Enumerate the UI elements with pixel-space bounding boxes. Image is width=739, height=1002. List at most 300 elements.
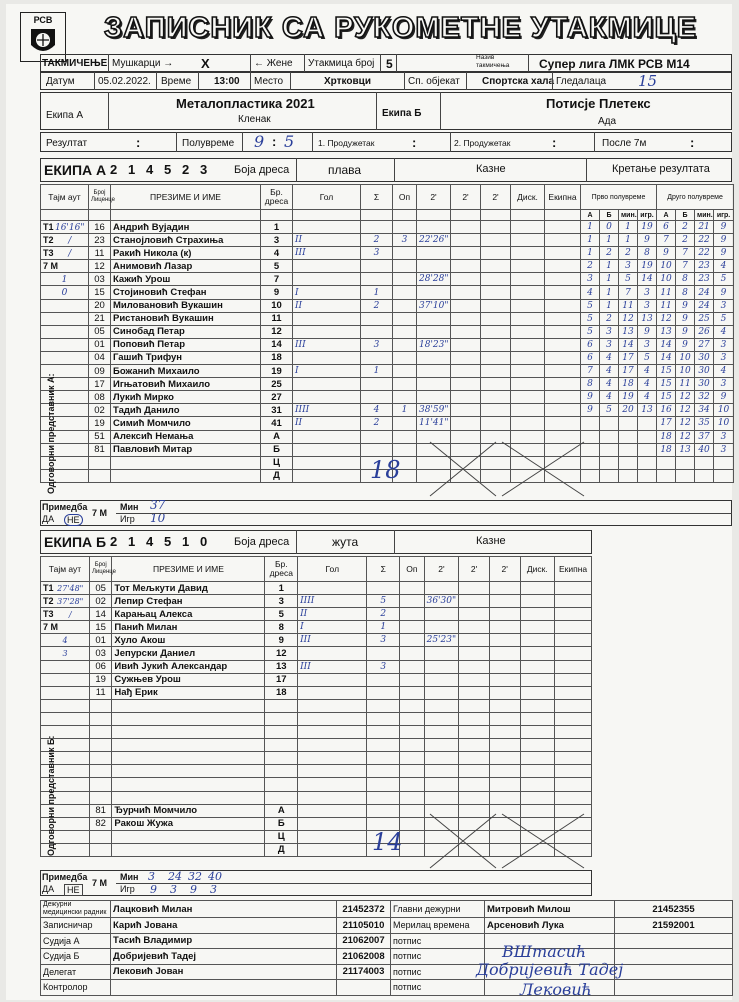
col-pen2: 2' — [451, 185, 481, 210]
player-warning — [393, 260, 417, 273]
player-penalty-1 — [417, 325, 451, 338]
player-penalty-3 — [481, 365, 511, 378]
score-movement-cell: 3 — [638, 299, 657, 312]
player-goals — [298, 817, 367, 830]
venue: Спортска хала — [482, 76, 555, 87]
table-row — [41, 726, 592, 739]
timeout-cell — [41, 234, 89, 247]
page-title: ЗАПИСНИК СА РУКОМЕТНЕ УТАКМИЦЕ — [104, 12, 698, 44]
team-b-cross-1 — [428, 812, 498, 870]
player-penalty-2 — [451, 351, 481, 364]
note-no[interactable]: НЕ — [64, 514, 83, 526]
player-goals — [293, 378, 361, 391]
staff-role: Судија Б — [41, 949, 111, 965]
player-name — [111, 469, 261, 482]
score-movement-cell: 3 — [714, 299, 734, 312]
col-sum: Σ — [361, 185, 393, 210]
player-jersey-no — [265, 726, 298, 739]
table-row — [41, 634, 592, 647]
player-jersey-no — [265, 712, 298, 725]
igr-val: 10 — [150, 511, 166, 525]
timeout-label: T1 — [43, 221, 54, 232]
score-movement-cell: 3 — [600, 325, 619, 338]
player-goals: I — [293, 365, 361, 378]
player-penalty-3 — [489, 634, 520, 647]
movement-subheader-cell: А — [657, 210, 676, 221]
score-movement-cell — [600, 417, 619, 430]
player-goals — [298, 752, 367, 765]
player-penalty-1: 28'28" — [417, 273, 451, 286]
player-license: 11 — [89, 686, 111, 699]
score-movement-cell: 34 — [695, 404, 714, 417]
after7-sep: : — [690, 135, 695, 150]
timeout-cell — [41, 686, 90, 699]
player-penalty-3 — [489, 621, 520, 634]
player-penalty-1 — [424, 712, 459, 725]
team-a-city: Кленак — [238, 114, 271, 125]
timeout-label: 7 M — [43, 622, 59, 633]
team-a-cross-2 — [500, 440, 586, 498]
player-penalty-2 — [459, 778, 490, 791]
player-jersey-no: А — [265, 804, 298, 817]
player-exclusion — [555, 608, 592, 621]
time-label: Време — [161, 76, 192, 87]
score-movement-cell: 8 — [676, 273, 695, 286]
col-timeout: Тајм аут — [41, 185, 89, 210]
player-license: 14 — [89, 608, 111, 621]
staff-license: 21062007 — [337, 933, 391, 949]
score-movement-cell: 4 — [714, 365, 734, 378]
player-goal-sum — [361, 391, 393, 404]
player-exclusion — [555, 726, 592, 739]
staff-name: Добријевић Тадеј — [111, 949, 337, 965]
player-jersey-no: 12 — [261, 325, 293, 338]
col-jersey-no: Бр. дреса — [261, 185, 293, 210]
player-penalty-3 — [489, 765, 520, 778]
player-goals — [298, 791, 367, 804]
staff-name: Лековић Јован — [111, 964, 337, 980]
score-movement-cell: 2 — [600, 312, 619, 325]
player-goal-sum — [361, 260, 393, 273]
col-pen1: 2' — [417, 185, 451, 210]
score-movement-cell — [600, 456, 619, 469]
player-license: 06 — [89, 660, 111, 673]
score-movement-cell: 9 — [714, 247, 734, 260]
player-penalty-2 — [459, 712, 490, 725]
player-warning — [400, 660, 424, 673]
score-movement-cell: 23 — [695, 273, 714, 286]
player-goal-sum — [367, 582, 400, 595]
timeout-cell — [41, 582, 90, 595]
player-license — [89, 739, 111, 752]
player-disqualification — [520, 726, 555, 739]
staff-license — [337, 980, 391, 996]
player-jersey-no: 8 — [265, 621, 298, 634]
venue-label: Сп. објекат — [408, 76, 460, 87]
staff-name: Карић Јована — [111, 918, 337, 934]
col-jersey-no: Бр. дреса — [265, 557, 298, 582]
player-license — [89, 830, 111, 843]
player-jersey-no: Д — [261, 469, 293, 482]
igr-label-b: Игр — [120, 884, 135, 894]
score-movement-cell — [657, 456, 676, 469]
player-disqualification — [511, 234, 545, 247]
player-goals — [293, 430, 361, 443]
player-penalty-1: 22'26" — [417, 234, 451, 247]
player-penalty-1 — [424, 791, 459, 804]
player-goals: III — [298, 660, 367, 673]
player-disqualification — [520, 660, 555, 673]
player-goals — [298, 686, 367, 699]
score-movement-cell: 21 — [695, 221, 714, 234]
score-movement-cell: 37 — [695, 430, 714, 443]
score-movement-cell: 1 — [581, 221, 600, 234]
blank-cell — [451, 210, 481, 221]
player-penalty-3 — [489, 595, 520, 608]
col-excl: Екипна — [555, 557, 592, 582]
score-movement-cell: 14 — [638, 273, 657, 286]
player-name — [112, 739, 265, 752]
player-goals — [298, 804, 367, 817]
player-license: 82 — [89, 817, 111, 830]
player-license: 11 — [89, 247, 111, 260]
table-row — [41, 351, 734, 364]
score-movement-cell: 6 — [581, 338, 600, 351]
player-exclusion — [545, 325, 581, 338]
player-jersey-no: Д — [265, 843, 298, 856]
player-name: Лепир Стефан — [112, 595, 265, 608]
player-warning: 3 — [393, 234, 417, 247]
player-goal-sum: 3 — [361, 338, 393, 351]
player-jersey-no: 4 — [261, 247, 293, 260]
player-license — [89, 752, 111, 765]
score-movement-cell: 12 — [657, 312, 676, 325]
player-exclusion — [545, 351, 581, 364]
score-movement-cell: 30 — [695, 351, 714, 364]
player-goals — [298, 673, 367, 686]
score-movement-cell: 15 — [657, 378, 676, 391]
score-movement-cell: 27 — [695, 338, 714, 351]
player-jersey-no: 12 — [265, 647, 298, 660]
player-warning — [393, 378, 417, 391]
player-exclusion — [555, 660, 592, 673]
player-license: 51 — [89, 430, 111, 443]
player-name: Панић Милан — [112, 621, 265, 634]
player-penalty-1 — [424, 621, 459, 634]
player-warning — [400, 830, 424, 843]
player-penalty-1 — [424, 582, 459, 595]
player-license — [89, 726, 111, 739]
player-warning — [400, 582, 424, 595]
timeout-cell — [41, 634, 90, 647]
table-row — [41, 608, 592, 621]
table-row — [41, 791, 592, 804]
player-penalty-1 — [417, 351, 451, 364]
player-license: 15 — [89, 286, 111, 299]
player-disqualification — [511, 247, 545, 260]
player-name: Алексић Немања — [111, 430, 261, 443]
team-code-digit: 4 — [146, 534, 154, 549]
score-movement-cell: 4 — [600, 391, 619, 404]
player-warning — [393, 286, 417, 299]
team-code-digit: 2 — [182, 162, 190, 177]
match-no-label: Утакмица број — [308, 58, 375, 69]
player-penalty-2 — [459, 660, 490, 673]
player-exclusion — [545, 312, 581, 325]
score-movement-cell: 9 — [714, 391, 734, 404]
player-jersey-no: 25 — [261, 378, 293, 391]
team-code-digit: 1 — [182, 534, 190, 549]
score-movement-cell — [638, 456, 657, 469]
player-penalty-3 — [481, 404, 511, 417]
player-goal-sum — [367, 686, 400, 699]
player-disqualification — [511, 351, 545, 364]
player-goals — [298, 712, 367, 725]
player-exclusion — [555, 673, 592, 686]
team-code-digit: 5 — [164, 534, 172, 549]
score-movement-cell: 12 — [676, 404, 695, 417]
player-penalty-3 — [481, 351, 511, 364]
staff-role-2: потпис — [391, 933, 485, 949]
table-row — [41, 365, 734, 378]
player-name: Кажић Урош — [111, 273, 261, 286]
player-disqualification — [511, 299, 545, 312]
score-movement-cell: 1 — [600, 260, 619, 273]
player-penalty-2 — [459, 673, 490, 686]
min-value: 3 — [148, 870, 155, 883]
score-movement-cell: 13 — [676, 443, 695, 456]
player-name: Тадић Данило — [111, 404, 261, 417]
player-disqualification — [511, 338, 545, 351]
player-exclusion — [555, 582, 592, 595]
player-goal-sum — [361, 273, 393, 286]
player-penalty-3 — [489, 778, 520, 791]
staff-license-2 — [615, 980, 733, 996]
player-goals — [298, 843, 367, 856]
timeout-value: 27'48" — [57, 583, 84, 593]
igr-value: 3 — [170, 883, 177, 896]
table-row — [41, 312, 734, 325]
score-movement-cell — [695, 469, 714, 482]
timeout-value: 3 — [62, 649, 68, 659]
player-goals: IIII — [293, 404, 361, 417]
table-row — [41, 765, 592, 778]
player-exclusion — [545, 260, 581, 273]
score-movement-cell: 7 — [676, 260, 695, 273]
player-jersey-no: 18 — [265, 686, 298, 699]
score-movement-cell: 40 — [695, 443, 714, 456]
player-penalty-1 — [417, 221, 451, 234]
table-row — [41, 752, 592, 765]
player-exclusion — [545, 338, 581, 351]
player-penalty-2 — [459, 765, 490, 778]
player-goal-sum — [361, 378, 393, 391]
score-movement-cell — [600, 430, 619, 443]
timeout-cell — [41, 273, 89, 286]
player-penalty-3 — [481, 247, 511, 260]
player-penalty-2 — [451, 312, 481, 325]
timeout-cell — [41, 221, 89, 234]
player-goals: I — [293, 286, 361, 299]
half-sep: : — [272, 134, 277, 149]
player-goals: I — [298, 621, 367, 634]
player-exclusion — [545, 378, 581, 391]
player-goals — [293, 351, 361, 364]
score-movement-cell: 5 — [581, 299, 600, 312]
table-row — [41, 699, 592, 712]
min-label: Мин — [120, 502, 139, 512]
score-movement-cell: 3 — [638, 286, 657, 299]
player-disqualification — [511, 260, 545, 273]
player-name: Нађ Ерик — [112, 686, 265, 699]
player-disqualification — [520, 647, 555, 660]
player-disqualification — [520, 739, 555, 752]
score-movement-cell: 2 — [600, 247, 619, 260]
team-a-jersey-label: Боја дреса — [234, 164, 290, 176]
staff-license-2 — [615, 964, 733, 980]
player-goal-sum — [361, 443, 393, 456]
staff-role: Контролор — [41, 980, 111, 996]
player-warning — [400, 726, 424, 739]
score-movement-cell: 32 — [695, 391, 714, 404]
player-name: Павловић Митар — [111, 443, 261, 456]
player-disqualification — [511, 273, 545, 286]
player-penalty-3 — [489, 791, 520, 804]
timeout-cell — [41, 660, 90, 673]
player-goal-sum — [367, 712, 400, 725]
player-exclusion — [555, 634, 592, 647]
player-jersey-no: А — [261, 430, 293, 443]
score-movement-cell: 1 — [600, 286, 619, 299]
timeout-cell — [41, 608, 90, 621]
team-a-label: Екипа А — [46, 110, 84, 121]
player-goal-sum — [361, 351, 393, 364]
player-jersey-no: Б — [265, 817, 298, 830]
score-movement-cell: 5 — [600, 404, 619, 417]
half-score-b: 5 — [284, 132, 295, 151]
score-movement-cell: 15 — [657, 391, 676, 404]
player-jersey-no: 13 — [265, 660, 298, 673]
result-label: Резултат — [46, 138, 88, 149]
referee-b-signature: Добријевић Тадеј — [476, 960, 624, 979]
player-warning — [393, 325, 417, 338]
timeout-value: 4 — [62, 635, 68, 645]
score-movement-cell: 19 — [619, 391, 638, 404]
staff-role: Судија А — [41, 933, 111, 949]
player-penalty-1 — [424, 686, 459, 699]
player-penalty-3 — [481, 273, 511, 286]
player-goal-sum — [367, 791, 400, 804]
note-no-b[interactable]: НЕ — [64, 884, 83, 896]
ot1-label: 1. Продужетак — [318, 138, 375, 148]
player-penalty-1 — [424, 726, 459, 739]
player-disqualification — [520, 791, 555, 804]
player-warning — [400, 712, 424, 725]
player-warning — [400, 778, 424, 791]
col-license: Број Лиценце — [89, 557, 111, 582]
player-penalty-2 — [451, 365, 481, 378]
team-b-jersey-label: Боја дреса — [234, 536, 290, 548]
player-license: 03 — [89, 273, 111, 286]
player-penalty-3 — [481, 299, 511, 312]
player-exclusion — [545, 221, 581, 234]
score-movement-cell: 26 — [695, 325, 714, 338]
score-movement-cell: 13 — [619, 325, 638, 338]
staff-row — [41, 901, 733, 918]
player-goal-sum: 1 — [367, 621, 400, 634]
table-row — [41, 221, 734, 234]
player-penalty-1 — [417, 286, 451, 299]
player-penalty-2 — [459, 608, 490, 621]
player-penalty-1 — [424, 660, 459, 673]
player-penalty-1 — [424, 608, 459, 621]
score-movement-cell: 11 — [619, 299, 638, 312]
score-movement-cell: 9 — [714, 286, 734, 299]
player-jersey-no: 5 — [265, 608, 298, 621]
staff-role-2: потпис — [391, 964, 485, 980]
player-goals — [298, 699, 367, 712]
player-exclusion — [545, 391, 581, 404]
staff-license: 21452372 — [337, 901, 391, 918]
player-goals — [293, 391, 361, 404]
movement-subheader-cell: Б — [676, 210, 695, 221]
player-license: 04 — [89, 351, 111, 364]
timeout-label: T1 — [43, 582, 54, 593]
player-penalty-1: 36'30" — [424, 595, 459, 608]
score-movement-cell: 5 — [714, 273, 734, 286]
player-jersey-no — [265, 778, 298, 791]
player-penalty-3 — [489, 726, 520, 739]
player-jersey-no: Ц — [265, 830, 298, 843]
player-jersey-no: Б — [261, 443, 293, 456]
table-row — [41, 234, 734, 247]
igr-value: 9 — [190, 883, 197, 896]
spectators: 15 — [638, 72, 658, 90]
blank-cell — [393, 210, 417, 221]
player-exclusion — [555, 765, 592, 778]
player-exclusion — [545, 404, 581, 417]
table-row — [41, 621, 592, 634]
player-jersey-no: 1 — [265, 582, 298, 595]
score-movement-cell: 30 — [695, 378, 714, 391]
col-timeout: Тајм аут — [41, 557, 90, 582]
timeout-value: 1 — [61, 274, 68, 285]
match-no: 5 — [386, 57, 393, 71]
player-license: 03 — [89, 647, 111, 660]
player-penalty-3 — [489, 673, 520, 686]
staff-license-2: 21592001 — [615, 918, 733, 934]
col-pen2: 2' — [459, 557, 490, 582]
table-row — [41, 660, 592, 673]
timeout-value: 37'28" — [57, 596, 84, 606]
score-movement-cell: 7 — [676, 247, 695, 260]
player-goals — [293, 469, 361, 482]
player-license: 16 — [89, 221, 111, 234]
player-name — [112, 778, 265, 791]
team-code-digit: 1 — [128, 534, 136, 549]
col-name: ПРЕЗИМЕ И ИМЕ — [111, 185, 261, 210]
player-disqualification — [520, 621, 555, 634]
player-exclusion — [545, 273, 581, 286]
player-disqualification — [520, 752, 555, 765]
player-penalty-3 — [489, 608, 520, 621]
team-b-name: Потисје Плетекс — [546, 96, 651, 111]
staff-role-2: потпис — [391, 949, 485, 965]
player-license: 17 — [89, 378, 111, 391]
score-movement-cell — [638, 443, 657, 456]
player-goals: III — [293, 247, 361, 260]
staff-name: Лацковић Милан — [111, 901, 337, 918]
